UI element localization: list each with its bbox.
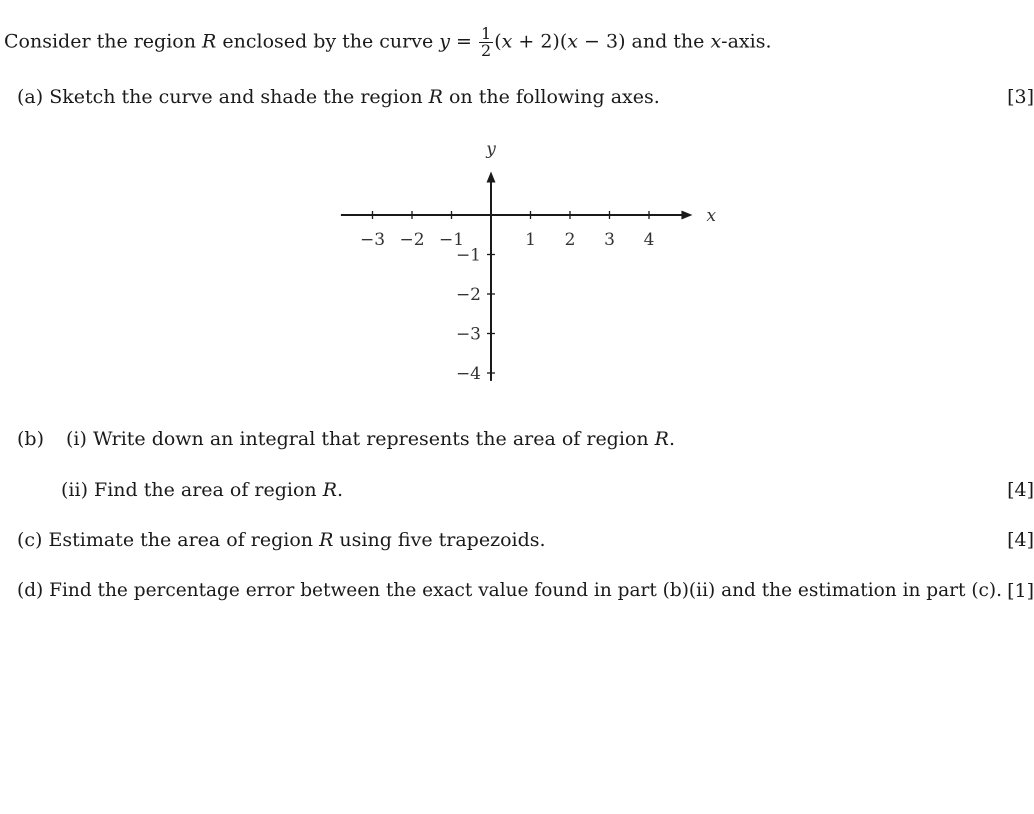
- x-symbol-3: x: [710, 30, 722, 53]
- region-symbol: R: [202, 30, 217, 53]
- part-b-marks: [4]: [1007, 479, 1034, 501]
- part-a-marks: [3]: [1007, 86, 1034, 108]
- x-tick-label: 4: [643, 230, 655, 250]
- y-symbol: y: [439, 30, 451, 53]
- fraction-numerator: 1: [481, 24, 492, 43]
- fraction-half: [479, 26, 493, 59]
- intro-text-4: -axis.: [721, 30, 772, 53]
- part-b-ii-end: .: [337, 479, 344, 501]
- x-tick-label: −2: [399, 230, 425, 250]
- factor-2: − 3): [577, 30, 626, 53]
- y-axis-label: y: [486, 140, 496, 160]
- x-axis-arrow: [681, 211, 692, 220]
- y-tick-label: −4: [455, 364, 481, 384]
- part-c-question: [17, 531, 546, 550]
- x-symbol-2: x: [567, 30, 578, 53]
- part-c-region: R: [319, 529, 334, 551]
- x-tick-label: 1: [525, 230, 536, 250]
- part-a-tail: on the following axes.: [442, 86, 660, 108]
- part-d-question: (d) Find the percentage error between the exact value found in part (b)(ii) and the estimation in part (c).: [17, 580, 1002, 601]
- part-b-i: [66, 430, 675, 449]
- part-b-label: (b): [17, 428, 44, 450]
- x-symbol-1: x: [501, 30, 513, 53]
- part-c-marks: [4]: [1007, 529, 1034, 551]
- paren-open: (: [494, 30, 502, 53]
- y-tick-label: −1: [455, 245, 481, 266]
- labels-layer: [360, 140, 716, 384]
- factor-1: + 2)(: [512, 30, 568, 53]
- question-intro: [4, 26, 772, 59]
- intro-text-2: enclosed by the curve: [216, 30, 440, 53]
- part-b-i-end: .: [668, 428, 675, 450]
- intro-text-1: Consider the region: [4, 30, 203, 53]
- y-tick-label: −3: [455, 324, 481, 345]
- part-b-i-text: (i) Write down an integral that represents the area of region: [66, 428, 655, 450]
- intro-text-3: and the: [625, 30, 711, 53]
- x-tick-label: 3: [604, 230, 615, 250]
- part-c-tail: using five trapezoids.: [333, 529, 546, 551]
- x-axis-label: x: [706, 206, 717, 226]
- part-a-text: (a) Sketch the curve and shade the region: [17, 86, 429, 108]
- y-tick-label: −2: [455, 285, 481, 305]
- part-c-text: (c) Estimate the area of region: [17, 529, 320, 551]
- part-b-ii: [61, 481, 343, 500]
- part-b-i-region: R: [654, 428, 669, 450]
- fraction-denominator: 2: [481, 41, 492, 60]
- x-tick-label: −3: [359, 230, 386, 250]
- part-d-marks: [1]: [1007, 580, 1034, 602]
- y-axis-arrow: [487, 172, 496, 183]
- x-tick-label: −1: [438, 230, 465, 250]
- part-b-ii-text: (ii) Find the area of region: [61, 479, 323, 501]
- axes-layer: [341, 172, 693, 381]
- part-b-ii-region: R: [322, 479, 337, 501]
- equals-sign: =: [450, 30, 479, 53]
- part-a-question: [17, 88, 660, 107]
- part-a-region-symbol: R: [428, 86, 443, 108]
- x-tick-label: 2: [564, 230, 576, 250]
